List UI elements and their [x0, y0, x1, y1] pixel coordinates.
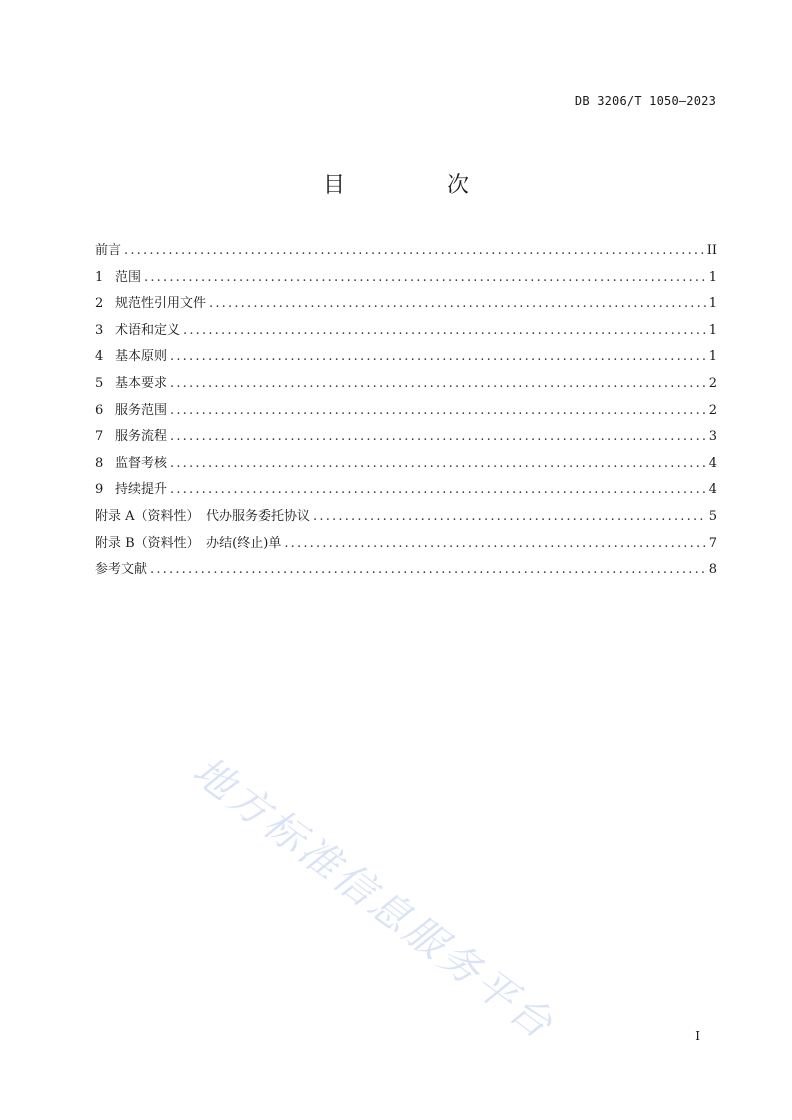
toc-entry-number: 8	[95, 455, 104, 471]
toc-entry-page: 4	[708, 455, 717, 471]
toc-entry-label: 参考文献	[95, 562, 148, 578]
toc-entry-label: 附录 A（资料性） 代办服务委托协议	[95, 508, 311, 524]
toc-leader-dots	[183, 318, 706, 345]
toc-entry[interactable]	[95, 318, 717, 345]
toc-entry-page: 1	[708, 296, 717, 312]
toc-leader-dots	[170, 477, 706, 504]
toc-entry[interactable]	[95, 531, 717, 558]
toc-leader-dots	[150, 557, 706, 584]
toc-entry-label: 2 规范性引用文件	[95, 291, 206, 318]
toc-entry-page: 1	[708, 269, 717, 285]
toc-entry-label: 4 基本原则	[95, 344, 167, 371]
toc-entry-page: 2	[708, 375, 717, 391]
toc-entry[interactable]	[95, 265, 717, 292]
toc-leader-dots	[124, 238, 704, 265]
toc-entry-page: 1	[708, 322, 717, 338]
toc-entry-label: 附录 B（资料性） 办结(终止)单	[95, 535, 282, 551]
toc-entry-number: 6	[95, 402, 104, 418]
toc-entry[interactable]	[95, 398, 717, 425]
document-code: DB 3206/T 1050—2023	[574, 94, 716, 108]
toc-entry-label: 前言	[95, 243, 122, 258]
toc-entry-page: 5	[708, 508, 717, 524]
toc-leader-dots	[313, 504, 706, 531]
toc-entry-number: 4	[95, 349, 104, 365]
toc-entry-page: 8	[708, 562, 717, 578]
toc-entry-page: 3	[708, 429, 717, 445]
toc-entry[interactable]	[95, 344, 717, 371]
toc-entry[interactable]	[95, 424, 717, 451]
toc-entry-number: 3	[95, 322, 104, 338]
toc-leader-dots	[170, 344, 706, 371]
toc-leader-dots	[170, 371, 706, 398]
toc-entry-label: 3 术语和定义	[95, 318, 180, 345]
toc-entry[interactable]	[95, 557, 717, 584]
toc-entry-label: 7 服务流程	[95, 424, 167, 451]
toc-entry[interactable]	[95, 451, 717, 478]
toc-entry[interactable]	[95, 291, 717, 318]
toc-leader-dots	[209, 291, 706, 318]
toc-entry-number: 5	[95, 375, 104, 391]
toc-entry-page: 4	[708, 482, 717, 498]
toc-entry-number: 7	[95, 429, 104, 445]
toc-leader-dots	[170, 424, 706, 451]
toc-entry-page: II	[706, 243, 717, 258]
toc-entry-page: 7	[708, 535, 717, 551]
toc-entry-number: 2	[95, 296, 104, 312]
toc-leader-dots	[170, 451, 706, 478]
toc-entry[interactable]	[95, 371, 717, 398]
toc-title: 目 次	[322, 173, 509, 198]
toc-entry-number: 1	[95, 269, 104, 285]
toc-entry-label: 6 服务范围	[95, 398, 167, 425]
toc-entry-number: 9	[95, 482, 104, 498]
toc-entry[interactable]	[95, 504, 717, 531]
toc-entry-label: 8 监督考核	[95, 451, 167, 478]
toc-entry-page: 1	[708, 349, 717, 365]
toc-entry-label: 1 范围	[95, 265, 141, 292]
toc-entry-label: 5 基本要求	[95, 371, 167, 398]
toc-entry-page: 2	[708, 402, 717, 418]
toc-entry[interactable]	[95, 477, 717, 504]
page-number: I	[695, 1029, 700, 1043]
toc-leader-dots	[144, 265, 706, 292]
toc-entry-label: 9 持续提升	[95, 477, 167, 504]
toc-leader-dots	[284, 531, 705, 558]
table-of-contents	[95, 238, 717, 584]
toc-leader-dots	[170, 398, 706, 425]
watermark: 地方标准信息服务平台	[184, 747, 564, 1050]
toc-entry[interactable]	[95, 238, 717, 265]
